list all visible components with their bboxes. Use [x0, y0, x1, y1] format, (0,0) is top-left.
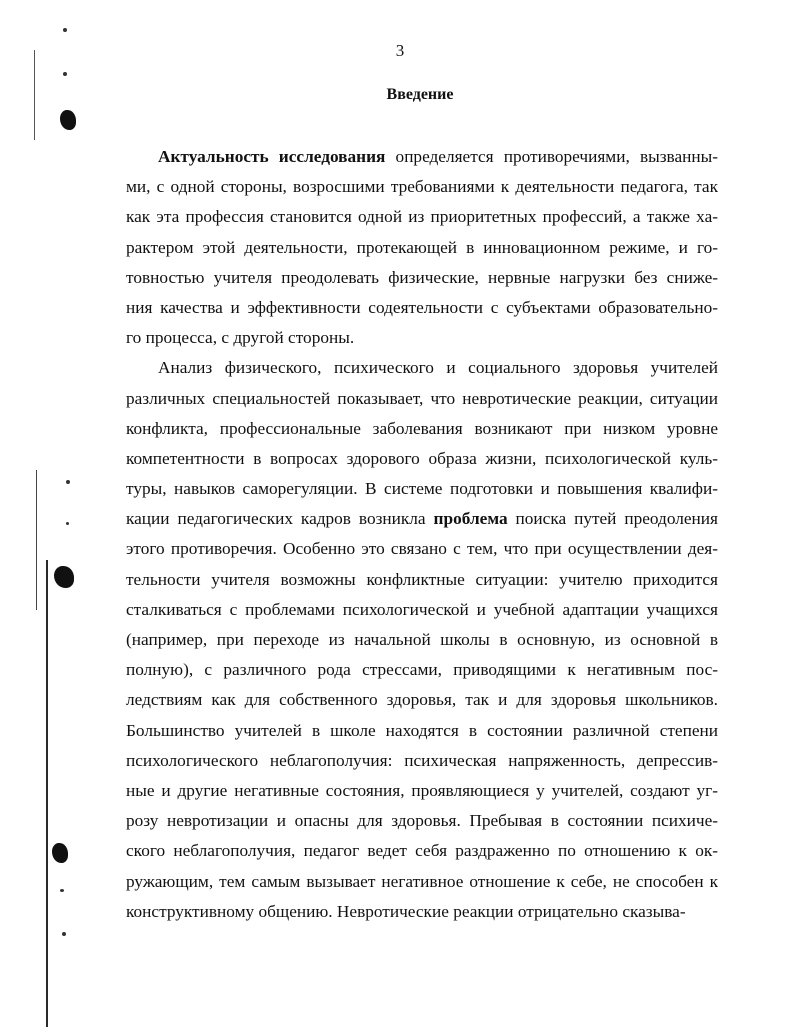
text-line	[126, 353, 718, 383]
text-line	[126, 534, 718, 564]
text-line	[126, 444, 718, 474]
text-line	[126, 474, 718, 504]
text-line	[126, 323, 718, 353]
scan-speck	[66, 522, 69, 525]
text-segment: полную), с различного рода стрессами, приводящими к негативным пос-	[126, 660, 718, 680]
text-line	[126, 625, 718, 655]
text-line	[126, 172, 718, 202]
text-segment: рактером этой деятельности, протекающей в инновационном режиме, и го-	[126, 237, 718, 257]
text-segment: кации педагогических кадров возникла	[126, 509, 434, 529]
text-line	[126, 233, 718, 263]
text-segment: го процесса, с другой стороны.	[126, 328, 355, 348]
text-line	[126, 595, 718, 625]
text-segment: различных специальностей показывает, что невротические реакции, ситуации	[126, 388, 718, 408]
text-line	[126, 867, 718, 897]
text-segment: конструктивному общению. Невротические реакции отрицательно сказыва-	[126, 901, 686, 921]
text-line	[126, 263, 718, 293]
text-segment: тельности учителя возможны конфликтные ситуации: учителю приходится	[126, 569, 718, 589]
text-segment: товностью учителя преодолевать физические, нервные нагрузки без сниже-	[126, 267, 718, 287]
text-segment: туры, навыков саморегуляции. В системе подготовки и повышения квалифи-	[126, 479, 718, 499]
text-segment: определяется противоречиями, вызванны-	[385, 147, 718, 166]
text-line	[126, 806, 718, 836]
page-number: 3	[395, 41, 405, 60]
text-segment: компетентности в вопросах здорового образа жизни, психологической куль-	[126, 448, 718, 468]
text-segment: поиска путей преодоления	[507, 509, 718, 529]
text-segment: конфликта, профессиональные заболевания возникают при низком уровне	[126, 418, 718, 438]
text-segment: Анализ физического, психического и социального здоровья учителей	[158, 358, 718, 378]
text-segment: психологического неблагополучия: психическая напряженность, депрессив-	[126, 750, 718, 770]
text-line	[126, 897, 718, 927]
scan-blot	[60, 110, 76, 130]
text-line	[126, 685, 718, 715]
section-heading: Введение	[386, 86, 454, 103]
text-segment: ные и другие негативные состояния, проявляющиеся у учителей, создают уг-	[126, 780, 718, 800]
text-segment: сталкиваться с проблемами психологической и учебной адаптации учащихся	[126, 599, 718, 619]
text-line	[126, 776, 718, 806]
text-line	[126, 746, 718, 776]
scan-binding-edge	[46, 560, 48, 1027]
text-line	[126, 293, 718, 323]
text-line	[126, 836, 718, 866]
body-text	[126, 142, 718, 927]
scan-blot	[52, 843, 68, 863]
scan-binding-edge	[36, 470, 37, 610]
text-segment: Большинство учителей в школе находятся в состоянии различной степени	[126, 720, 718, 740]
scan-blot	[54, 566, 74, 588]
text-line	[126, 142, 718, 172]
text-segment: (например, при переходе из начальной школы в основную, из основной в	[126, 630, 718, 649]
scan-speck	[66, 480, 70, 484]
scan-speck	[63, 72, 67, 76]
text-segment: ского неблагополучия, педагог ведет себя раздраженно по отношению к ок-	[126, 841, 718, 861]
text-segment: ледствиям как для собственного здоровья, так и для здоровья школьников.	[126, 690, 718, 710]
bold-term: Актуальность исследования	[158, 147, 386, 166]
text-segment: ми, с одной стороны, возросшими требованиями к деятельности педагога, так	[126, 177, 718, 197]
scan-binding-edge	[34, 50, 35, 140]
text-segment: ния качества и эффективности содеятельности с субъектами образовательно-	[126, 297, 718, 317]
bold-term: проблема	[433, 509, 508, 529]
text-segment: розу невротизации и опасны для здоровья. Пребывая в состоянии психиче-	[126, 811, 718, 831]
text-line	[126, 716, 718, 746]
text-line	[126, 565, 718, 595]
text-line	[126, 504, 718, 534]
text-segment: как эта профессия становится одной из приоритетных профессий, а также ха-	[126, 207, 718, 227]
text-line	[126, 384, 718, 414]
scan-speck	[60, 889, 64, 892]
text-line	[126, 202, 718, 232]
text-segment: ружающим, тем самым вызывает негативное отношение к себе, не способен к	[126, 871, 718, 891]
text-line	[126, 655, 718, 685]
scan-speck	[62, 932, 66, 936]
text-segment: этого противоречия. Особенно это связано с тем, что при осуществлении дея-	[126, 539, 718, 559]
scan-speck	[63, 28, 67, 32]
text-line	[126, 414, 718, 444]
